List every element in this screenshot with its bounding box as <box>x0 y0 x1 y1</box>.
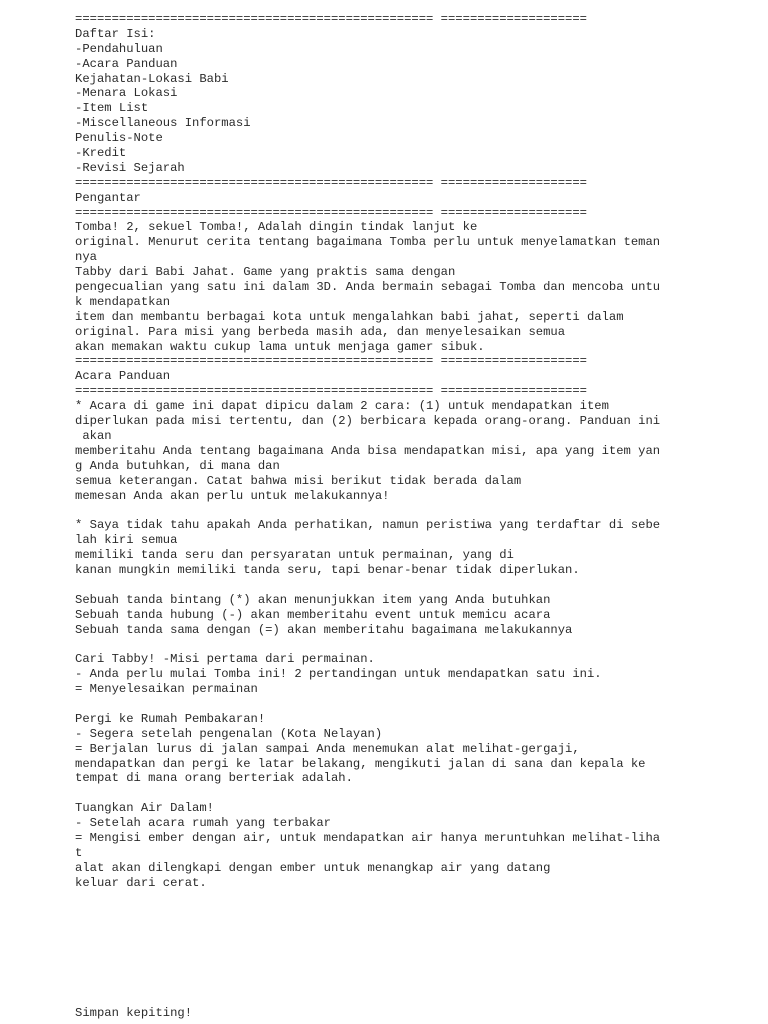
separator-line: ================================================= ==================== <box>75 12 587 26</box>
text-line: g Anda butuhkan, di mana dan <box>75 458 280 473</box>
separator-line: = Menyelesaikan permainan <box>75 682 258 697</box>
separator-line: = Berjalan lurus di jalan sampai Anda menemukan alat melihat-gergaji, <box>75 741 580 756</box>
text-line: Cari Tabby! -Misi pertama dari permainan. <box>75 652 375 667</box>
text-line: Tomba! 2, sekuel Tomba!, Adalah dingin tindak lanjut ke <box>75 220 478 235</box>
blank-line <box>75 637 755 652</box>
text-line: -Revisi Sejarah <box>75 160 185 175</box>
text-line: tempat di mana orang berteriak adalah. <box>75 771 353 786</box>
text-line: Pengantar <box>75 190 141 205</box>
text-line: lah kiri semua <box>75 533 178 548</box>
text-line: mendapatkan dan pergi ke latar belakang, mengikuti jalan di sana dan kepala ke <box>75 756 646 771</box>
text-line: semua keterangan. Catat bahwa misi berikut tidak berada dalam <box>75 473 522 488</box>
section-heading-simpan-kepiting: Simpan kepiting! <box>75 1006 193 1020</box>
separator-line: ================================================= ==================== <box>75 384 587 399</box>
text-line: Pergi ke Rumah Pembakaran! <box>75 711 266 726</box>
text-line: -Pendahuluan <box>75 41 163 56</box>
separator-line: ================================================= ==================== <box>75 205 587 220</box>
text-line: akan <box>75 428 112 443</box>
text-line: Sebuah tanda bintang (*) akan menunjukkan item yang Anda butuhkan <box>75 592 551 607</box>
text-line: Penulis-Note <box>75 131 163 146</box>
text-line: -Kredit <box>75 146 127 161</box>
text-line: Tabby dari Babi Jahat. Game yang praktis sama dengan <box>75 265 456 280</box>
text-line: * Acara di game ini dapat dipicu dalam 2 cara: (1) untuk mendapatkan item <box>75 399 609 414</box>
text-line: diperlukan pada misi tertentu, dan (2) berbicara kepada orang-orang. Panduan ini <box>75 414 661 429</box>
text-line: akan memakan waktu cukup lama untuk menjaga gamer sibuk. <box>75 339 485 354</box>
text-line: original. Menurut cerita tentang bagaimana Tomba perlu untuk menyelamatkan teman <box>75 235 661 250</box>
document-body <box>75 12 755 891</box>
text-line: Sebuah tanda hubung (-) akan memberitahu event untuk memicu acara <box>75 607 551 622</box>
separator-line: ================================================= ==================== <box>75 175 587 190</box>
text-line: -Menara Lokasi <box>75 86 178 101</box>
blank-line <box>75 697 755 712</box>
blank-line <box>75 578 755 593</box>
text-line: memiliki tanda seru dan persyaratan untuk permainan, yang di <box>75 548 514 563</box>
text-line: memberitahu Anda tentang bagaimana Anda bisa mendapatkan misi, apa yang item yan <box>75 443 661 458</box>
text-line: - Anda perlu mulai Tomba ini! 2 pertandingan untuk mendapatkan satu ini. <box>75 667 602 682</box>
text-line: kanan mungkin memiliki tanda seru, tapi benar-benar tidak diperlukan. <box>75 562 580 577</box>
blank-line <box>75 786 755 801</box>
separator-line: ================================================= ==================== <box>75 354 587 369</box>
text-line: pengecualian yang satu ini dalam 3D. Anda bermain sebagai Tomba dan mencoba untu <box>75 280 661 295</box>
text-line: Tuangkan Air Dalam! <box>75 801 214 816</box>
text-line: Sebuah tanda sama dengan (=) akan memberitahu bagaimana melakukannya <box>75 622 573 637</box>
text-line: Acara Panduan <box>75 369 171 384</box>
text-line: * Saya tidak tahu apakah Anda perhatikan, namun peristiwa yang terdaftar di sebe <box>75 518 661 533</box>
separator-line: = Mengisi ember dengan air, untuk mendapatkan air hanya meruntuhkan melihat-liha <box>75 830 661 845</box>
text-line: -Miscellaneous Informasi <box>75 116 251 131</box>
text-line: t <box>75 845 83 860</box>
text-line: k mendapatkan <box>75 294 171 309</box>
text-line: original. Para misi yang berbeda masih ada, dan menyelesaikan semua <box>75 324 566 339</box>
text-line: -Acara Panduan <box>75 56 178 71</box>
text-line: alat akan dilengkapi dengan ember untuk menangkap air yang datang <box>75 860 551 875</box>
blank-line <box>75 503 755 518</box>
text-line: Kejahatan-Lokasi Babi <box>75 71 229 86</box>
text-line: nya <box>75 250 97 265</box>
text-line: -Item List <box>75 101 149 116</box>
text-line: - Setelah acara rumah yang terbakar <box>75 816 331 831</box>
text-line: item dan membantu berbagai kota untuk mengalahkan babi jahat, seperti dalam <box>75 309 624 324</box>
text-line: keluar dari cerat. <box>75 875 207 890</box>
text-line: memesan Anda akan perlu untuk melakukannya! <box>75 488 390 503</box>
text-line: - Segera setelah pengenalan (Kota Nelayan) <box>75 726 383 741</box>
text-line: Daftar Isi: <box>75 26 156 41</box>
